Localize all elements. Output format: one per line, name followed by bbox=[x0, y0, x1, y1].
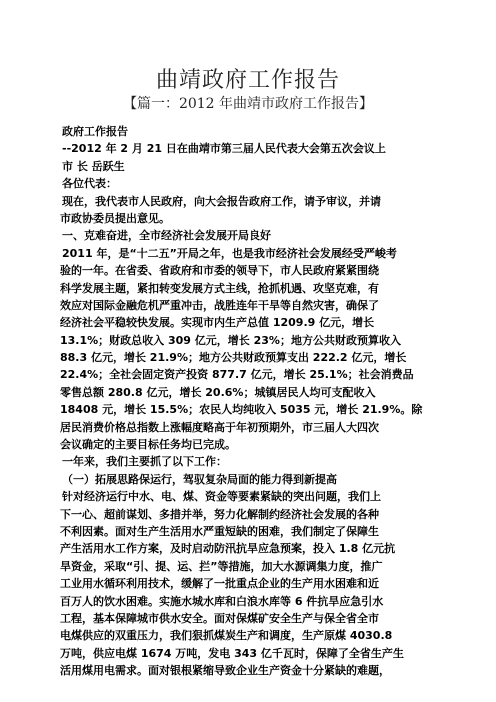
document-line: 活用煤用电需求。面对银根紧缩导致企业生产资金十分紧缺的难题， bbox=[60, 664, 390, 678]
document-line: 针对经济运行中水、电、煤、资金等要素紧缺的突出问题，我们上 bbox=[62, 490, 381, 504]
document-line: 现在，我代表市人民政府，向大会报告政府工作，请予审议，并请 bbox=[62, 194, 381, 208]
document-line: 各位代表： bbox=[62, 177, 117, 191]
document-line: --2012 年 2 月 21 日在曲靖市第三届人民代表大会第五次会议上 bbox=[62, 142, 386, 156]
document-line: 百万人的饮水困难。实施水城水库和白浪水库等 6 件抗旱应急引水 bbox=[60, 594, 384, 608]
document-line: 一、克难奋进，全市经济社会发展开局良好 bbox=[62, 229, 271, 243]
document-line: 电煤供应的双重压力，我们狠抓煤炭生产和调度，生产原煤 4030.8 bbox=[60, 629, 393, 643]
document-line: 工业用水循环利用技术，缓解了一批重点企业的生产用水困难和近 bbox=[60, 577, 379, 591]
document-line: 居民消费价格总指数上涨幅度略高于年初预期外，市三届人大四次 bbox=[60, 420, 379, 434]
document-line: 验的一年。在省委、省政府和市委的领导下，市人民政府紧紧围绕 bbox=[60, 264, 379, 278]
document-title: 曲靖政府工作报告 bbox=[155, 68, 340, 93]
document-line: 科学发展主题，紧扣转变发展方式主线，抢抓机遇、攻坚克难，有 bbox=[60, 281, 379, 295]
document-line: （一）拓展思路保运行，驾驭复杂局面的能力得到新提高 bbox=[62, 472, 337, 486]
document-line: 2011 年，是“十二五”开局之年，也是我市经济社会发展经受严峻考 bbox=[62, 246, 397, 260]
document-line: 零售总额 280.8 亿元，增长 20.6%；城镇居民人均可支配收入 bbox=[60, 385, 376, 399]
document-body bbox=[60, 123, 450, 680]
document-line: 旱资金，采取“引、提、运、拦”等措施，加大水源调集力度，推广 bbox=[60, 559, 383, 573]
document-line: 产生活用水工作方案，及时启动防汛抗旱应急预案，投入 1.8 亿元抗 bbox=[60, 542, 396, 556]
document-line: 22.4%；全社会固定资产投资 877.7 亿元，增长 25.1%；社会消费品 bbox=[60, 368, 414, 382]
document-line: 效应对国际金融危机严重冲击，战胜连年干旱等自然灾害，确保了 bbox=[60, 298, 379, 312]
document-line: 市 长 岳跃生 bbox=[62, 159, 125, 173]
document-line: 18408 元，增长 15.5%；农民人均纯收入 5035 元，增长 21.9%。除 bbox=[60, 403, 423, 417]
document-line: 会议确定的主要目标任务均已完成。 bbox=[60, 438, 236, 452]
document-line: 政府工作报告 bbox=[62, 125, 128, 138]
document-line: 万吨，供应电煤 1674 万吨，发电 343 亿千瓦时，保障了全省生产生 bbox=[60, 646, 404, 660]
document-line: 经济社会平稳较快发展。实现市内生产总值 1209.9 亿元，增长 bbox=[60, 316, 375, 330]
document-line: 市政协委员提出意见。 bbox=[60, 211, 170, 225]
document-line: 不利因素。面对生产生活用水严重短缺的困难，我们制定了保障生 bbox=[60, 524, 379, 538]
document-line: 工程，基本保障城市供水安全。面对保煤矿安全生产与保全省全市 bbox=[60, 611, 379, 625]
document-line: 13.1%；财政总收入 309 亿元，增长 23%；地方公共财政预算收入 bbox=[60, 333, 401, 347]
document-subtitle: 【篇一：2012 年曲靖市政府工作报告】 bbox=[122, 96, 374, 112]
document-line: 一年来，我们主要抓了以下工作： bbox=[62, 455, 227, 469]
document-line: 下一心、超前谋划、多措并举，努力化解制约经济社会发展的各种 bbox=[60, 507, 379, 521]
document-line: 88.3 亿元，增长 21.9%；地方公共财政预算支出 222.2 亿元，增长 bbox=[60, 351, 407, 365]
